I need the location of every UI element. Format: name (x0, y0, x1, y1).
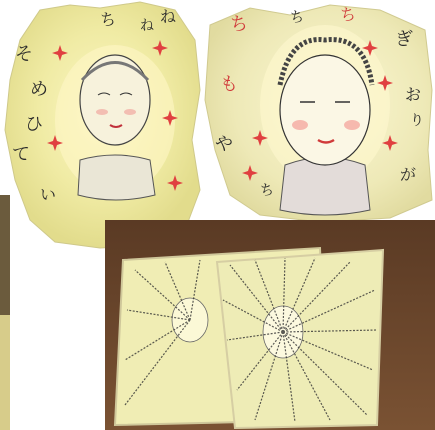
table-scene (105, 220, 435, 430)
right-scribble-5: や (215, 134, 233, 155)
left-scribble-2: そ (15, 44, 33, 65)
left-scribble-5: て (12, 144, 30, 165)
right-scribble-4: も (220, 74, 238, 95)
right-cheek-left (292, 120, 308, 130)
left-face (80, 55, 150, 145)
right-scribble-2: ち (340, 5, 357, 24)
left-scribble-7: ね (140, 18, 154, 34)
left-scribble-3: め (30, 79, 48, 100)
left-body (78, 155, 155, 200)
right-face (280, 55, 370, 165)
boards-on-table-photo (105, 220, 435, 430)
right-scribble-0: ち (230, 14, 248, 35)
right-scribble-1: ち (290, 10, 304, 26)
right-portrait-drawing (200, 0, 435, 225)
left-cheek (96, 109, 108, 115)
left-edge-strip (0, 195, 10, 430)
right-scribble-8: が (400, 165, 417, 184)
left-scribble-1: ね (160, 7, 177, 26)
left-scribble-0: ち (100, 10, 117, 29)
right-scribble-6: お (405, 85, 422, 104)
left-scribble-4: ひ (25, 114, 43, 135)
right-cheek (124, 109, 136, 115)
left-portrait-cutout (0, 0, 205, 255)
left-portrait-drawing (0, 0, 205, 255)
right-portrait-cutout (200, 0, 435, 225)
right-cheek-right (344, 120, 360, 130)
left-scribble-6: い (40, 185, 57, 204)
right-scribble-3: ぎ (395, 29, 413, 50)
right-scribble-9: ち (260, 183, 274, 199)
right-body (280, 158, 370, 216)
edge-strip-fill (0, 195, 10, 430)
right-scribble-7: り (410, 113, 424, 129)
